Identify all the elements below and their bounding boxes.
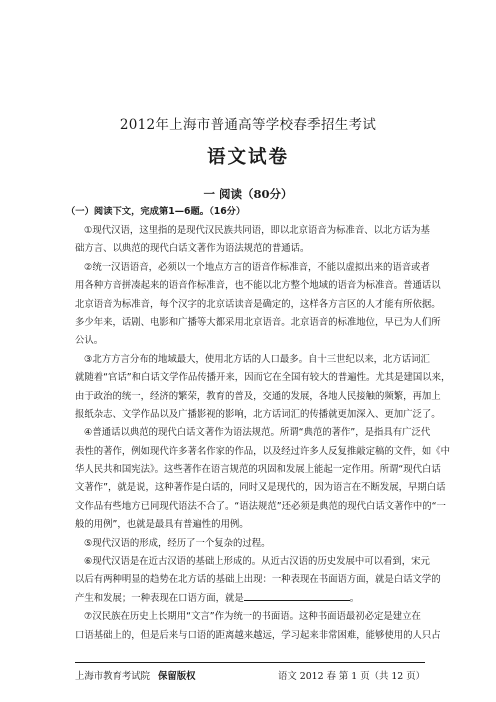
passage-line: 报纸杂志、文学作品以及广播影视的影响，北方话词汇的传播就更加深入、更加广泛了。: [75, 408, 441, 420]
passage-line: 华人民共和国宪法》。这些著作在语言规范的巩固和发展上能起一定作用。所谓“现代白话: [75, 464, 441, 476]
passage-line: 用各种方音拼凑起来的语音作标准音，也不能以北方整个地域的语音为标准音。普通话以: [75, 280, 441, 292]
passage-line: 文著作”，就是说，这种著作是白话的，同时又是现代的，因为语言在不断发展，早期白话: [75, 482, 446, 494]
passage-line: [75, 590, 425, 608]
passage-line: ⑤现代汉语的形成，经历了一个复杂的过程。: [84, 537, 271, 549]
passage-line: 础方言、以典范的现代白话文著作为语法规范的普通话。: [75, 243, 310, 255]
passage-line: ②统一汉语语音，必须以一个地点方言的语音作标准音，不能以虚拟出来的语音或者: [84, 261, 430, 273]
passage-line: ③北方方言分布的地域最大，使用北方话的人口最多。自十三世纪以来，北方话词汇: [84, 353, 430, 365]
footer-publisher-name: 上海市教育考试院: [75, 671, 151, 682]
passage-paragraph: [75, 424, 451, 534]
passage-line: 多少年来，话剧、电影和广播等大都采用北京语音。北京语音的标准地位，早已为人们所: [75, 316, 441, 328]
passage-paragraph: [75, 553, 441, 608]
subject-title: 语文试卷: [206, 147, 289, 168]
reading-passage: [75, 222, 451, 645]
passage-line: ①现代汉语，这里指的是现代汉民族共同语，即以北京语音为标准音、以北方话为基: [84, 225, 430, 236]
footer-divider: [75, 662, 425, 663]
passage-line: 表性的著作，例如现代许多著名作家的作品，以及经过许多人反复推敲定稿的文件，如《中: [75, 445, 451, 457]
passage-paragraph: [75, 535, 425, 553]
passage-line-text: 产生和发展；一种表现在口语方面，就是: [75, 592, 244, 604]
passage-line: 公认。: [75, 335, 104, 347]
passage-line: ⑦汉民族在历史上长期用“文言”作为统一的书面语。这种书面语最初必定是建立在: [84, 611, 421, 623]
passage-line: ⑥现代汉语是在近古汉语的基础上形成的。从近古汉语的历史发展中可以看到，宋元: [84, 556, 430, 568]
passage-line: 以后有两种明显的趋势在北方话的基础上出现：一种表现在书面语方面，就是白话文学的: [75, 574, 441, 586]
section-heading: 一 阅读（80分）: [203, 187, 293, 201]
passage-paragraph: [75, 351, 451, 425]
passage-paragraph: [75, 222, 430, 259]
passage-paragraph: [75, 259, 441, 351]
fill-in-blank[interactable]: [244, 590, 350, 601]
question-instruction: （一）阅读下文，完成第1—6题。（16分）: [66, 206, 246, 217]
footer-publisher: [75, 668, 196, 682]
passage-line: 由于政治的统一，经济的繁荣，教育的普及，交通的发展，各地人民接触的频繁，再加上: [75, 390, 441, 402]
passage-paragraph: [75, 608, 441, 645]
passage-line: 文作品有些地方已同现代语法不合了。“语法规范”还必须是典范的现代白话文著作中的“一: [75, 500, 446, 512]
page-footer: [75, 668, 425, 682]
exam-title: 2012年上海市普通高等学校春季招生考试: [119, 117, 377, 133]
footer-copyright: 保留版权: [158, 671, 196, 682]
blank-trailing-punctuation: 。: [349, 592, 360, 604]
passage-line: 口语基础上的，但是后来与口语的距离越来越远，学习起来非常困难，能够使用的人只占: [75, 629, 441, 641]
passage-line: 般的用例”，也就是最具有普遍性的用例。: [75, 519, 249, 531]
passage-line: 就随着“官话”和白话文学作品传播开来，因而它在全国有较大的普遍性。尤其是建国以来，: [75, 372, 451, 384]
footer-page-info: 语文 2012 春 第 1 页（共 12 页）: [278, 671, 425, 682]
passage-line: 北京语音为标准音，每个汉字的北京话读音是确定的，这样各方言区的人才能有所依据。: [75, 298, 441, 310]
passage-line: ④普通话以典范的现代白话文著作为语法规范。所谓“典范的著作”，是指具有广泛代: [84, 427, 431, 439]
